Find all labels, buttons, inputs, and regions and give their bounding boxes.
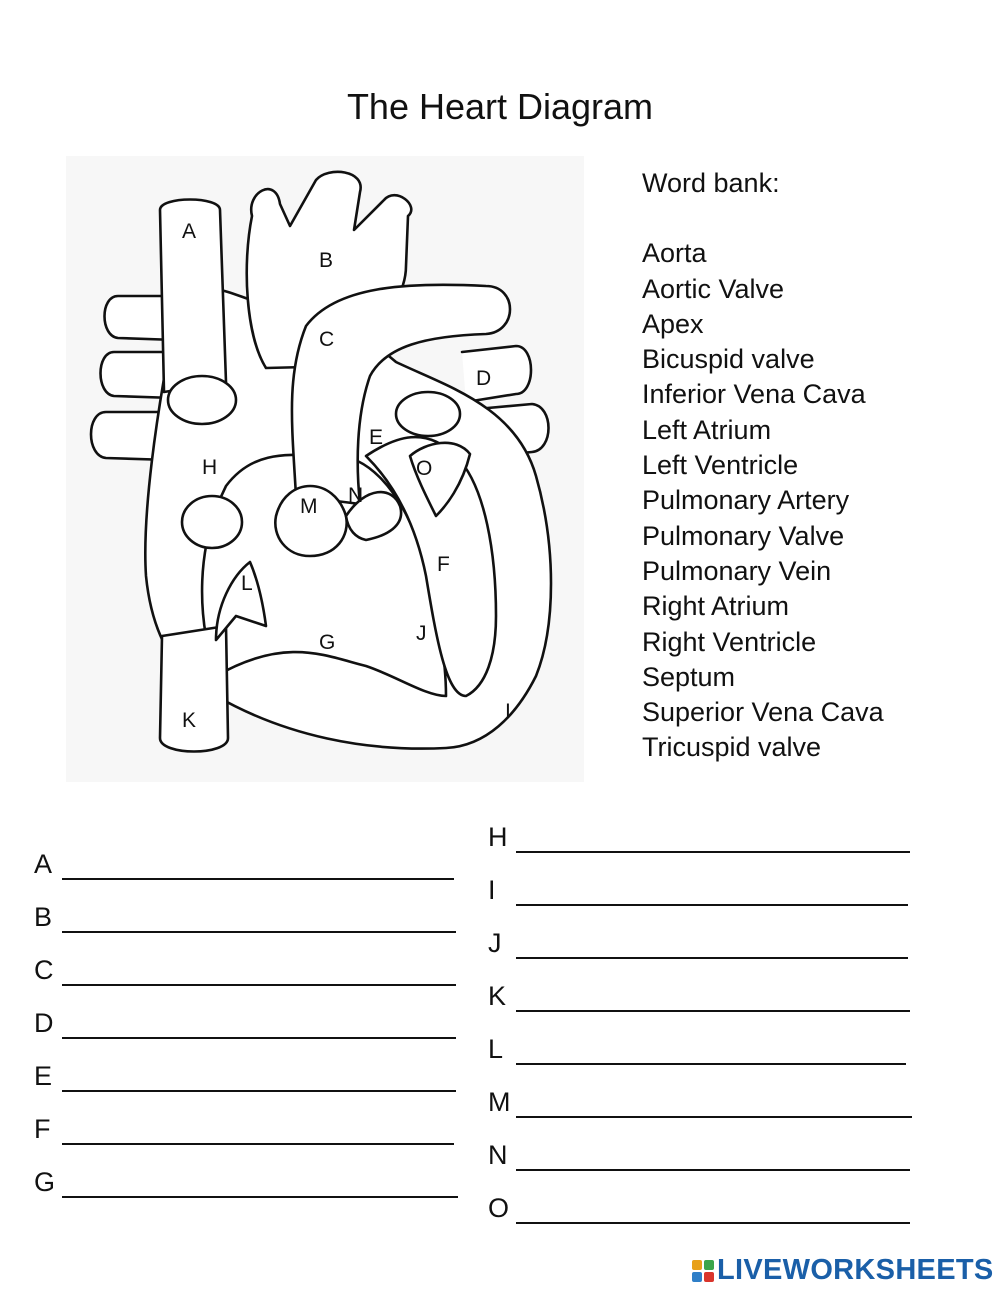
word-bank-item: Inferior Vena Cava <box>642 379 866 410</box>
answer-input-C[interactable] <box>62 964 456 986</box>
answer-row-C <box>34 952 456 986</box>
logo-square <box>692 1272 702 1282</box>
answer-letter: K <box>488 981 507 1011</box>
word-bank-item: Apex <box>642 308 704 339</box>
label-J: J <box>416 622 427 645</box>
word-bank-item: Aorta <box>642 238 707 269</box>
label-A: A <box>182 220 197 243</box>
answer-input-H[interactable] <box>516 831 910 853</box>
label-B: B <box>319 249 334 272</box>
answer-letter: H <box>488 822 508 852</box>
answer-row-K <box>488 978 910 1012</box>
word-bank-item: Left Ventricle <box>642 450 799 481</box>
label-F: F <box>437 553 450 576</box>
logo-icon <box>692 1260 714 1282</box>
answer-row-N <box>488 1137 910 1171</box>
answer-letter: C <box>34 955 54 985</box>
logo-square <box>704 1260 714 1270</box>
answer-input-J[interactable] <box>516 937 908 959</box>
answer-letter: G <box>34 1167 56 1197</box>
label-D: D <box>476 367 492 390</box>
word-bank-item: Tricuspid valve <box>642 732 822 763</box>
liveworksheets-logo[interactable] <box>692 1254 994 1287</box>
answer-input-O[interactable] <box>516 1202 910 1224</box>
answer-letter: E <box>34 1061 53 1091</box>
answer-letter: N <box>488 1140 508 1170</box>
label-I: I <box>505 700 511 723</box>
word-bank-item: Aortic Valve <box>642 273 785 304</box>
label-O: O <box>416 457 433 480</box>
answer-input-E[interactable] <box>62 1070 456 1092</box>
answer-input-M[interactable] <box>516 1096 912 1118</box>
answer-input-G[interactable] <box>62 1176 458 1198</box>
answer-row-M <box>488 1084 912 1118</box>
label-K: K <box>182 709 197 732</box>
answer-row-L <box>488 1031 906 1065</box>
page-title: The Heart Diagram <box>346 86 654 127</box>
word-bank-item: Pulmonary Valve <box>642 520 845 551</box>
answer-input-F[interactable] <box>62 1123 454 1145</box>
answer-row-H <box>488 819 910 853</box>
answer-letter: F <box>34 1114 51 1144</box>
logo-square <box>692 1260 702 1270</box>
answer-row-E <box>34 1058 456 1092</box>
answer-letter: I <box>488 875 496 905</box>
answer-letter: A <box>34 849 53 879</box>
heart-drawing <box>66 156 584 782</box>
label-H: H <box>202 456 218 479</box>
word-bank-item: Septum <box>642 661 736 692</box>
label-E: E <box>369 426 384 449</box>
word-bank-item: Left Atrium <box>642 414 772 445</box>
answer-letter: J <box>488 928 502 958</box>
label-N: N <box>348 484 364 507</box>
label-M: M <box>300 495 318 518</box>
answer-row-I <box>488 872 908 906</box>
answer-input-I[interactable] <box>516 884 908 906</box>
word-bank-item: Right Ventricle <box>642 626 817 657</box>
logo-text: LIVEWORKSHEETS <box>717 1254 994 1286</box>
label-G: G <box>319 631 336 654</box>
answer-input-D[interactable] <box>62 1017 456 1039</box>
answer-row-J <box>488 925 908 959</box>
answer-input-K[interactable] <box>516 990 910 1012</box>
word-bank-title: Word bank: <box>642 168 780 198</box>
heart-diagram <box>66 156 584 782</box>
answer-letter: M <box>488 1087 511 1117</box>
answer-letter: L <box>488 1034 504 1064</box>
answer-input-B[interactable] <box>62 911 456 933</box>
word-bank <box>642 166 884 766</box>
answer-input-L[interactable] <box>516 1043 906 1065</box>
answer-input-A[interactable] <box>62 858 454 880</box>
word-bank-item: Pulmonary Artery <box>642 485 850 516</box>
answer-letter: B <box>34 902 53 932</box>
word-bank-item: Bicuspid valve <box>642 344 815 375</box>
word-bank-item: Superior Vena Cava <box>642 697 884 728</box>
answer-row-F <box>34 1111 454 1145</box>
word-bank-item: Pulmonary Vein <box>642 555 832 586</box>
logo-square <box>704 1272 714 1282</box>
answer-row-B <box>34 899 456 933</box>
word-bank-item: Right Atrium <box>642 591 790 622</box>
answer-row-G <box>34 1164 458 1198</box>
label-C: C <box>319 328 335 351</box>
answer-row-A <box>34 846 454 880</box>
answer-letter: D <box>34 1008 54 1038</box>
answer-row-O <box>488 1190 910 1224</box>
label-L: L <box>241 572 253 595</box>
answer-input-N[interactable] <box>516 1149 910 1171</box>
answer-letter: O <box>488 1193 510 1223</box>
answer-row-D <box>34 1005 456 1039</box>
